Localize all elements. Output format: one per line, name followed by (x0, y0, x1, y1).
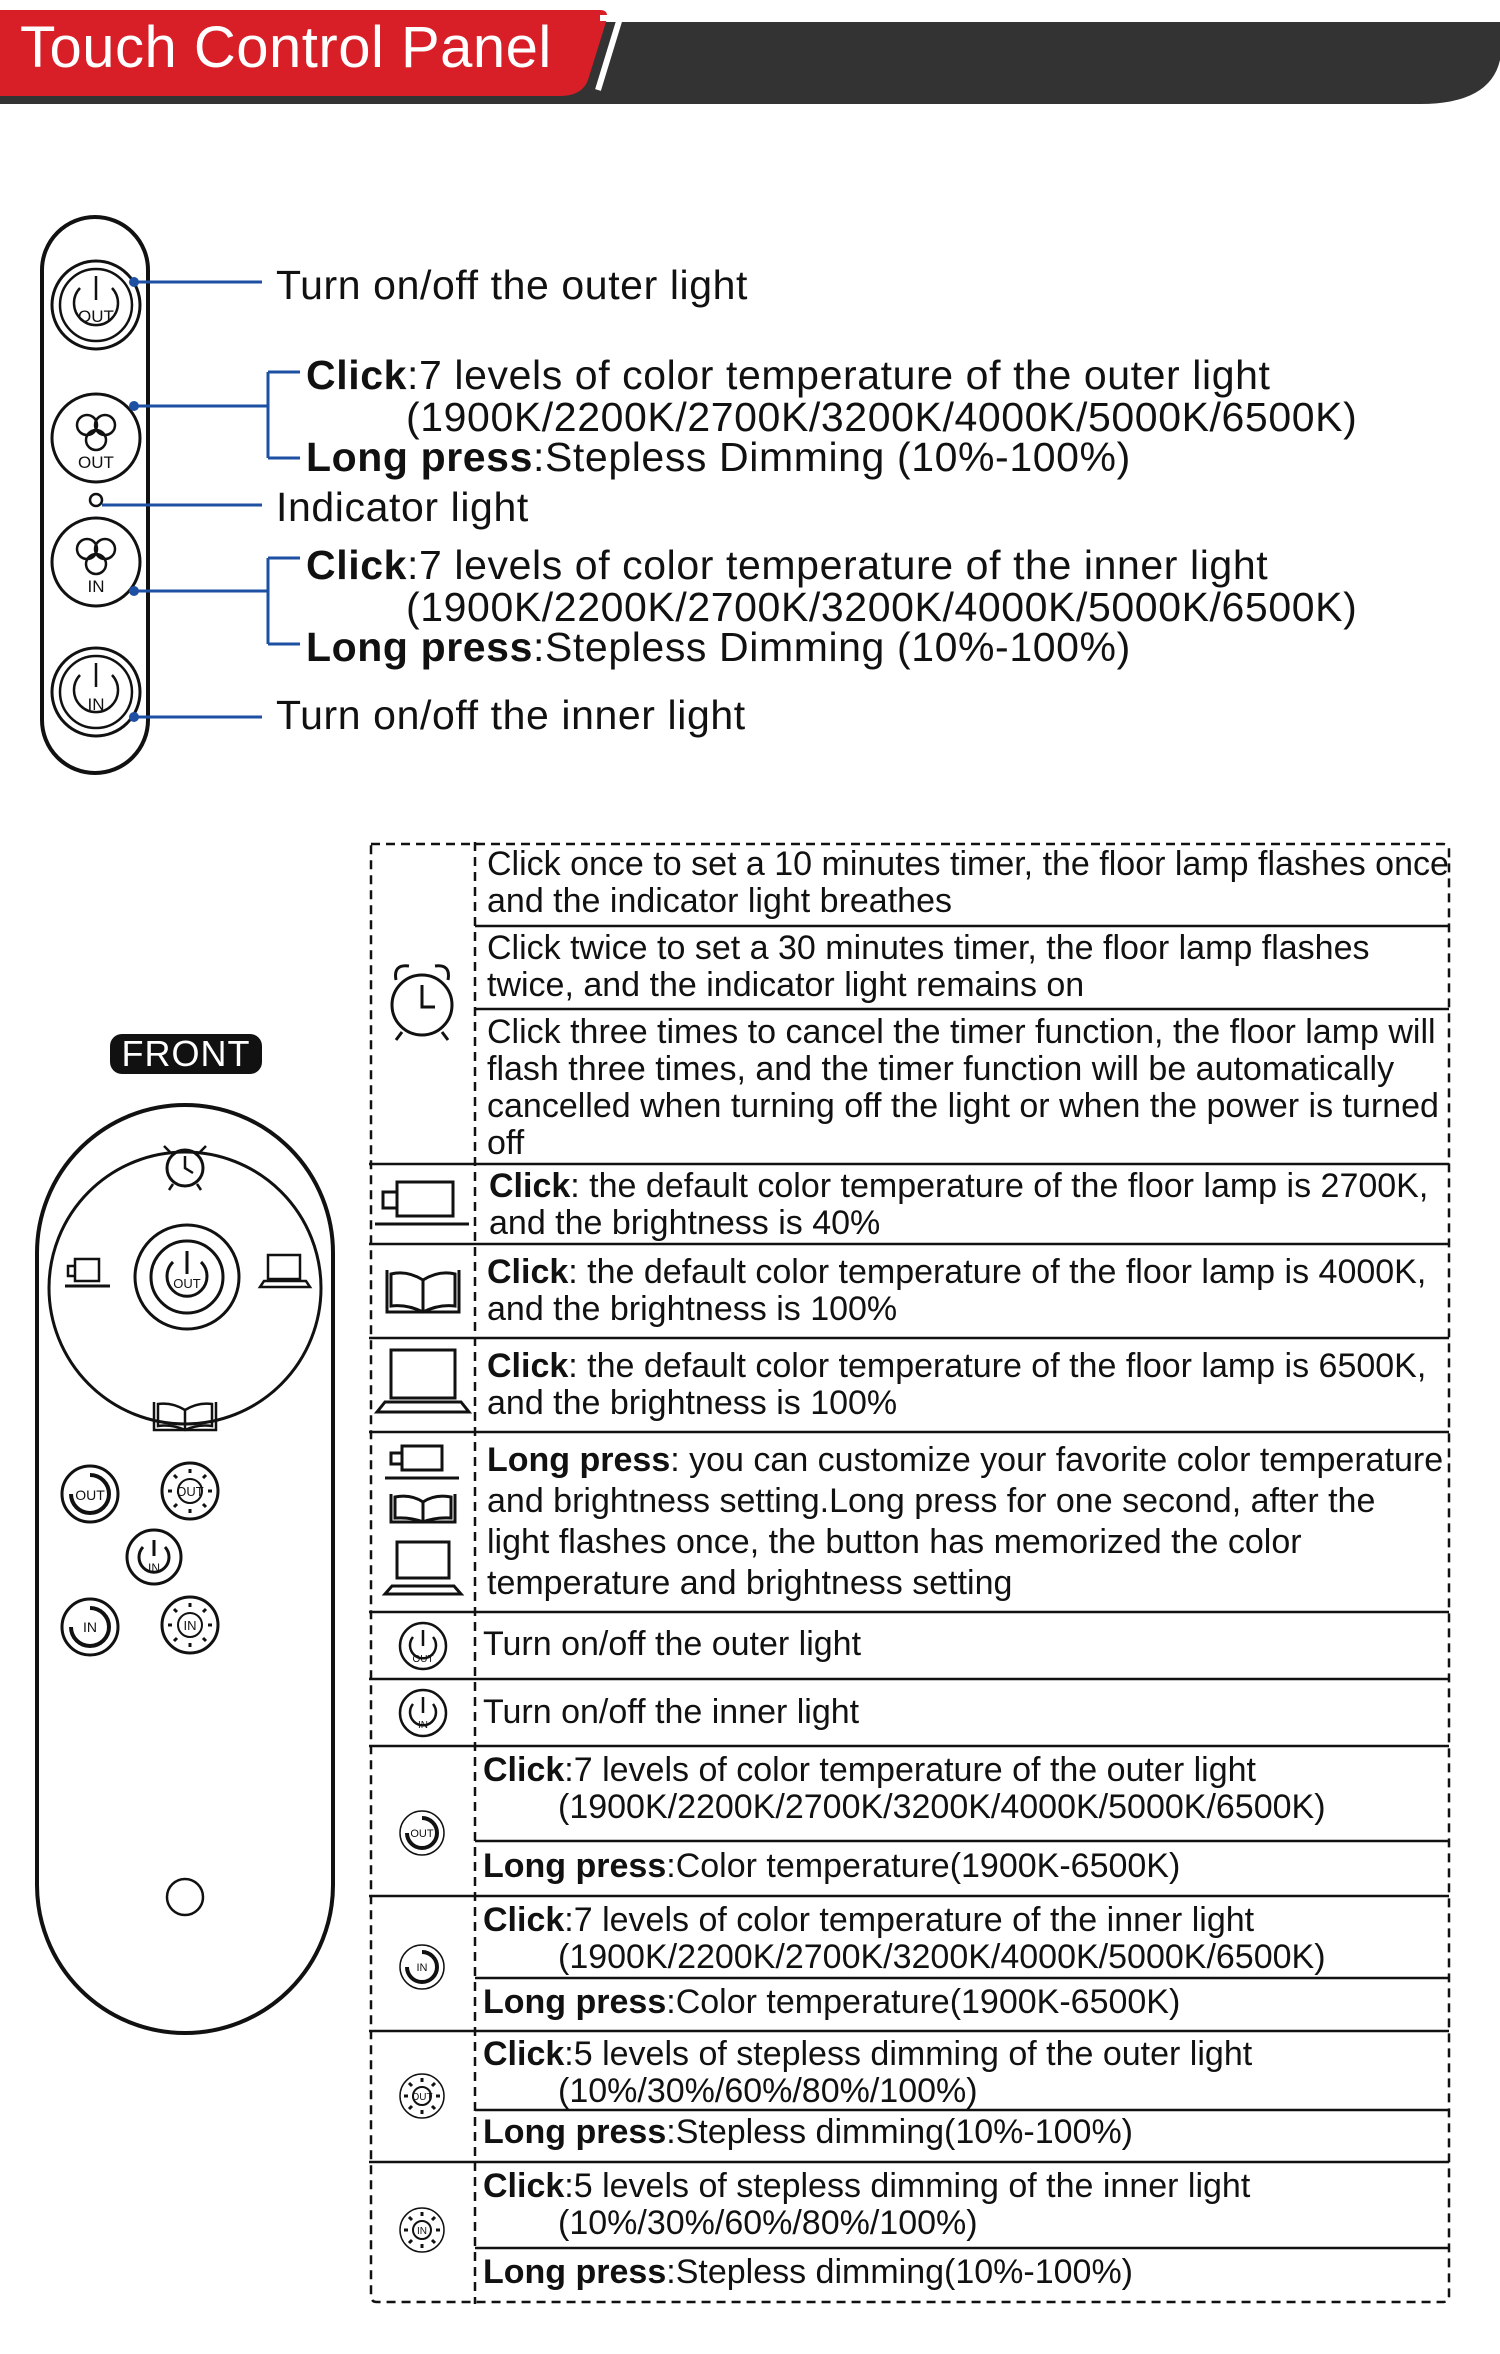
svg-text:IN: IN (183, 1618, 197, 1633)
in-dim-long-row: Long press:Stepless dimming(10%-100%) (483, 2254, 1134, 2291)
front-label: FRONT (110, 1034, 262, 1074)
click-text: :7 levels of color temperature of the inner light (407, 542, 1269, 588)
function-table (369, 842, 1452, 2304)
leader-lines (102, 277, 300, 722)
remote-out-dim-button[interactable] (162, 1463, 218, 1519)
remote-out-power-button[interactable] (135, 1225, 239, 1329)
timer-row-1: Click once to set a 10 minutes timer, the floor lamp flashes once and the indicator light breathes (487, 846, 1449, 920)
page-title: Touch Control Panel (20, 15, 552, 80)
teacup-icon (375, 1182, 469, 1224)
out-dim-long-row: Long press:Stepless dimming(10%-100%) (483, 2114, 1134, 2151)
svg-text:IN: IN (416, 1962, 428, 1974)
out-color-click-row: Click:7 levels of color temperature of the outer light (1900K/2200K/2700K/3200K/4000K/5000K/6500K) (483, 1752, 1326, 1826)
in-dim-click-row: Click:5 levels of stepless dimming of the inner light (10%/30%/60%/80%/100%) (483, 2168, 1251, 2242)
in-color-icon (400, 1945, 444, 1989)
svg-text:OUT: OUT (173, 1276, 201, 1291)
in-dim-icon (400, 2208, 444, 2252)
scene-icons (385, 1446, 461, 1594)
long-label: Long press (306, 434, 533, 480)
callout-inner-power: Turn on/off the inner light (276, 692, 746, 738)
out-color-icon (400, 1811, 444, 1855)
click-text: :7 levels of color temperature of the outer light (407, 352, 1271, 398)
long-text: :Stepless Dimming (10%-100%) (532, 624, 1131, 670)
outer-power-button[interactable] (52, 261, 140, 349)
callout-inner-values: (1900K/2200K/2700K/3200K/4000K/5000K/6500K) (406, 584, 1358, 630)
callout-inner-click (306, 542, 1268, 589)
in-power-row: Turn on/off the inner light (483, 1694, 860, 1731)
callout-outer-click (306, 352, 1271, 399)
out-dim-icon (400, 2074, 444, 2118)
svg-text:OUT: OUT (412, 1654, 434, 1665)
long-text: :Stepless Dimming (10%-100%) (532, 434, 1131, 480)
svg-text:OUT: OUT (75, 1487, 105, 1503)
svg-text:IN: IN (83, 1619, 97, 1635)
svg-text:IN: IN (418, 1720, 428, 1731)
out-power-icon (400, 1623, 446, 1669)
panel-diagram (0, 200, 1500, 800)
out-color-long-row: Long press:Color temperature(1900K-6500K) (483, 1848, 1181, 1885)
svg-text:OUT: OUT (176, 1484, 204, 1499)
inner-color-button[interactable] (52, 518, 140, 606)
outer-power-label: OUT (78, 307, 114, 326)
scene-long-press-row: Long press: you can customize your favorite color temperature and brightness setting.Long press for one second, after the light flashes once, the button has memorized the color temperature and brightness setting (487, 1441, 1444, 1602)
svg-text:OUT: OUT (411, 2092, 433, 2103)
svg-text:IN: IN (148, 1561, 160, 1575)
tea-row: Click: the default color temperature of the floor lamp is 2700K, and the brightness is 40% (489, 1168, 1429, 1242)
in-color-click-row: Click:7 levels of color temperature of the inner light (1900K/2200K/2700K/3200K/4000K/5000K/6500K) (483, 1902, 1326, 1976)
click-label: Click (306, 352, 407, 398)
laptop-row: Click: the default color temperature of the floor lamp is 6500K, and the brightness is 100% (487, 1348, 1427, 1422)
laptop-icon (377, 1350, 469, 1412)
callout-outer-values: (1900K/2200K/2700K/3200K/4000K/5000K/6500K) (406, 394, 1358, 440)
remote-control (30, 1100, 350, 2050)
remote-in-dim-button[interactable] (162, 1597, 218, 1653)
click-label: Click (306, 542, 407, 588)
out-dim-click-row: Click:5 levels of stepless dimming of the outer light (10%/30%/60%/80%/100%) (483, 2036, 1253, 2110)
in-color-long-row: Long press:Color temperature(1900K-6500K) (483, 1984, 1181, 2021)
callout-outer-long (306, 434, 1131, 481)
book-row: Click: the default color temperature of the floor lamp is 4000K, and the brightness is 100% (487, 1254, 1427, 1328)
long-label: Long press (306, 624, 533, 670)
timer-row-3: Click three times to cancel the timer function, the floor lamp will flash three times, and the timer function will be automatically cancelled when turning off the light or when the power is turned off (487, 1014, 1439, 1162)
svg-text:IN: IN (417, 2226, 427, 2237)
inner-power-button[interactable] (52, 648, 140, 736)
inner-color-label: IN (87, 577, 105, 596)
remote-in-color-button[interactable] (62, 1599, 118, 1655)
in-power-icon (400, 1690, 446, 1736)
svg-text:OUT: OUT (410, 1828, 434, 1840)
book-icon (387, 1270, 459, 1312)
outer-color-label: OUT (78, 453, 114, 472)
callout-inner-long (306, 624, 1131, 671)
callout-outer-power: Turn on/off the outer light (276, 262, 749, 308)
outer-color-button[interactable] (52, 394, 140, 482)
alarm-clock-icon (392, 966, 452, 1040)
indicator-dot-icon (90, 494, 102, 506)
out-power-row: Turn on/off the outer light (483, 1626, 862, 1663)
remote-out-color-button[interactable] (62, 1466, 118, 1522)
inner-power-label: IN (87, 695, 105, 714)
callout-indicator: Indicator light (276, 484, 529, 530)
timer-row-2: Click twice to set a 30 minutes timer, the floor lamp flashes twice, and the indicator light remains on (487, 930, 1370, 1004)
